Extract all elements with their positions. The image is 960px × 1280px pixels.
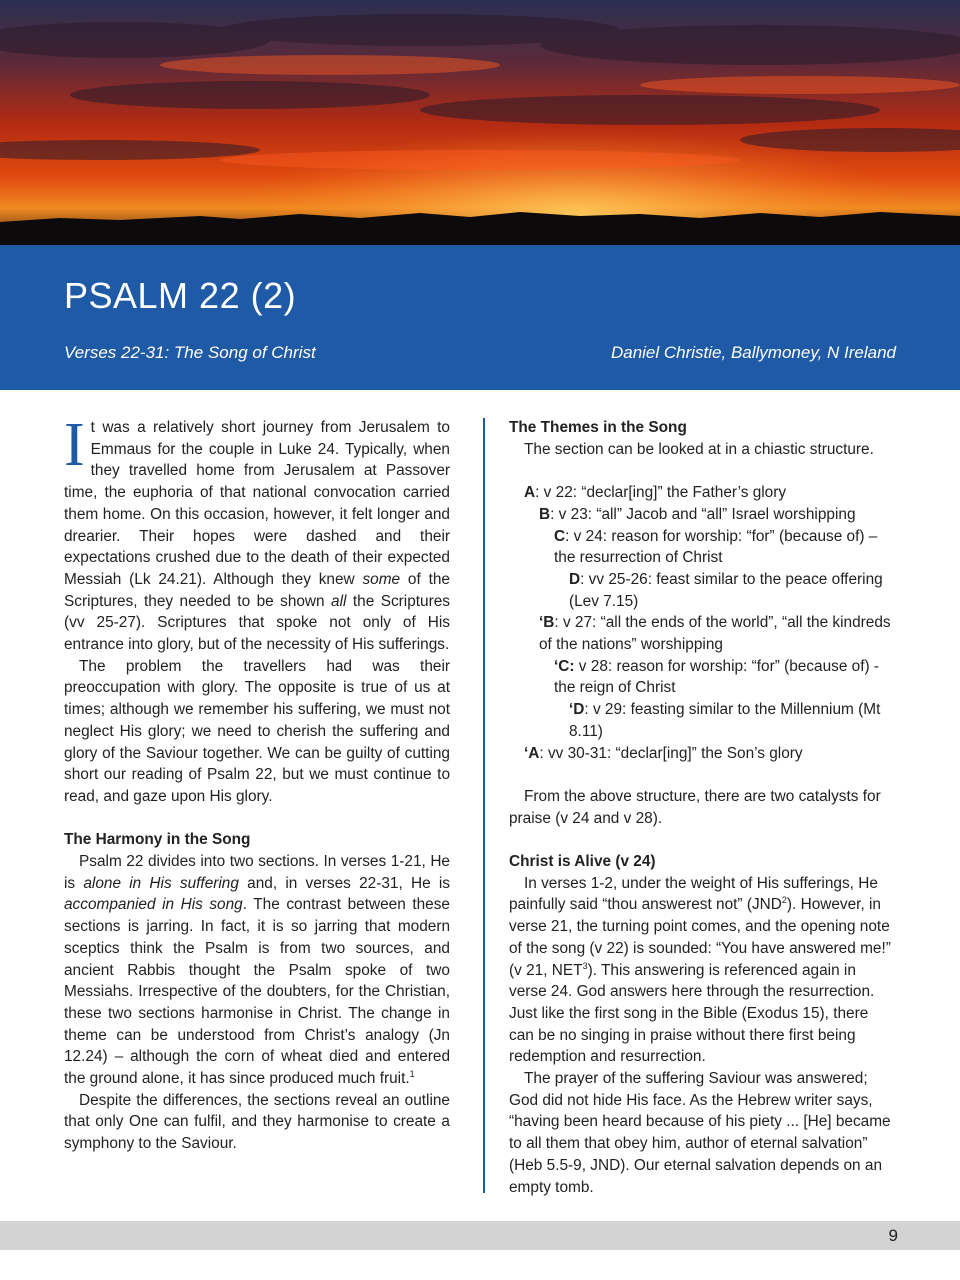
harmony-paragraph: Psalm 22 divides into two sections. In verses 1-21, He is alone in His suffering and, in verses 22-31, He is accompanied in His song. The contrast between these sections is jarring. In fact, it is so jarring that modern sceptics think the Psalm is from two sources, and ancient Rabbis thought the Psalm spoke of two Messiahs. Irrespective of the doubters, for the Christian, these two sections harmonise in Christ. The change in theme can be understood from Christ’s analogy (Jn 12.24) – although the corn of wheat died and entered the ground alone, it has since produced much fruit.$^1$: [64, 853, 450, 1088]
sunset-sky-photo: [0, 0, 960, 245]
section-heading: The Themes in the Song: [509, 419, 687, 436]
body-paragraph: The problem the travellers had was their preoccupation with glory. The opposite is true of us at times; although we remember his suffering, we must not neglect His glory; we need to cherish the suffering and glory of the Saviour together. We can be guilty of cutting short our reading of Psalm 22, but we must continue to read, and gaze upon His glory.: [64, 657, 450, 805]
page-number: 9: [888, 1226, 898, 1245]
chiasm-item: B: v 23: “all” Jacob and “all” Israel worshipping: [539, 505, 856, 523]
body-paragraph: From the above structure, there are two catalysts for praise (v 24 and v 28).: [509, 787, 881, 827]
intro-paragraph: It was a relatively short journey from Jerusalem to Emmaus for the couple in Luke 24. Typically, when they travelled home from Jerusalem at Passover time, the euphoria of that national convocation carried them home. On this occasion, however, it felt longer and drearier. Their hopes were dashed and their expectations crushed due to the death of their expected Messiah (Lk 24.21). Although they knew some of the Scriptures, they needed to be shown all the Scriptures (vv 25-27). Scriptures that spoke not only of His entrance into glory, but of the necessity of His sufferings.: [64, 411, 450, 654]
footnote-marker: 3: [582, 960, 588, 971]
chiasm-item: ‘C: v 28: reason for worship: “for” (because of) - the reign of Christ: [554, 657, 880, 697]
footnote-marker: 1: [409, 1068, 415, 1079]
right-column: [509, 417, 897, 1198]
column-divider: [483, 418, 485, 1193]
section-heading: The Harmony in the Song: [64, 831, 251, 849]
left-column: [64, 411, 450, 1155]
body-paragraph: The prayer of the suffering Saviour was answered; God did not hide His face. As the Hebrew writer says, “having been heard because of his piety ... [He] became to all them that obey him, author of eternal salvation” (Heb 5.5-9, JND). Our eternal salvation depends on an empty tomb.: [509, 1070, 891, 1196]
chiasm-item: D: vv 25-26: feast similar to the peace offering (Lev 7.15): [569, 570, 883, 610]
body-paragraph: The section can be looked at in a chiastic structure.: [524, 440, 874, 458]
section-heading: Christ is Alive (v 24): [509, 853, 656, 871]
article-subtitle: Verses 22-31: The Song of Christ: [64, 343, 316, 362]
sunset-sky-illustration: [0, 0, 960, 245]
article-title: PSALM 22 (2): [64, 275, 297, 316]
chiasm-item: A: v 22: “declar[ing]” the Father’s glory: [524, 484, 787, 502]
article-author: Daniel Christie, Ballymoney, N Ireland: [610, 343, 896, 362]
footnote-marker: 2: [781, 895, 787, 906]
title-banner: [0, 245, 960, 390]
chiasm-item: ‘A: vv 30-31: “declar[ing]” the Son’s glory: [524, 744, 803, 762]
chiasm-item: C: v 24: reason for worship: “for” (because of) – the resurrection of Christ: [554, 527, 878, 567]
chiasm-item: ‘D: v 29: feasting similar to the Millennium (Mt 8.11): [569, 701, 881, 740]
drop-cap: I: [64, 411, 85, 479]
alive-paragraph: In verses 1-2, under the weight of His sufferings, He painfully said “thou answerest not” (JND$^2$). However, in verse 21, the turning point comes, and the opening note of the song (v 22) is sounded: “You have answered me!” (v 21, NET$^3$). This answering is referenced again in verse 24. God answers here through the resurrection. Just like the first song in the Bible (Exodus 15), there can be no singing in praise without there first being redemption and resurrection.: [509, 874, 891, 1066]
chiasm-item: ‘B: v 27: “all the ends of the world”, “all the kindreds of the nations” worshipping: [539, 614, 891, 654]
body-paragraph: Despite the differences, the sections reveal an outline that only One can fulfil, and they harmonise to create a symphony to the Saviour.: [64, 1091, 450, 1153]
page-footer: [0, 1221, 960, 1250]
